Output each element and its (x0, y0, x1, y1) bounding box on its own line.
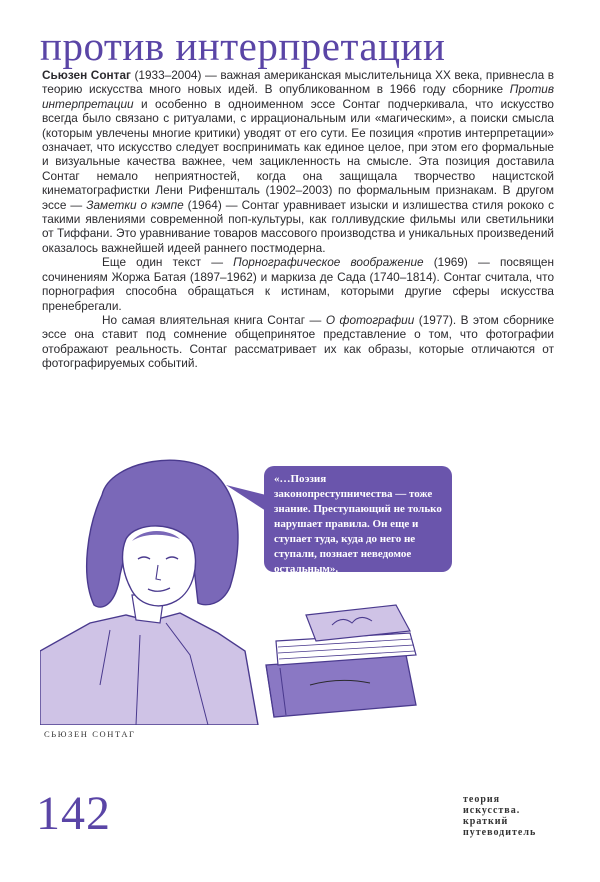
author-name: Сьюзен Сонтаг (42, 68, 131, 82)
paragraph-2: Еще один текст — Порнографическое воображение (1969) — посвящен сочинениям Жоржа Батая (1897–1962) и маркиза де Сада (1740–1814). Сонтаг считала, что порнография способна обращаться к истинам, которыми другие сферы искусства пренебрегали. (42, 255, 554, 313)
book-title-on-photography: О фотографии (325, 312, 415, 327)
page-number: 142 (36, 787, 111, 840)
paragraph-3: Но самая влиятельная книга Сонтаг — О фотографии (1977). В этом сборнике эссе она ставит под сомнение общепринятое представление о том, что фотографии отображают реальность. Сонтаг рассматривает их как образы, которые отличаются от фотографируемых событий. (42, 312, 555, 371)
running-book-title: теория искусства. краткий путеводитель (463, 794, 537, 838)
speech-bubble: «…Поэзия законопреступничества — тоже знание. Преступающий не только нарушает правила. Он еще и ступает туда, куда до него не ступали, познает неведомое остальным». (264, 466, 452, 572)
face (123, 526, 196, 606)
essay-title-notes-on-camp: Заметки о кэмпе (86, 197, 184, 212)
page-title: против интерпретации (40, 23, 446, 69)
paragraph-1: Сьюзен Сонтаг (1933–2004) — важная американская мыслительница XX века, привнесла в теорию искусства много новых идей. В опубликованном в 1966 году сборнике Против интерпретации и особенно в одноименном эссе Сонтаг подчеркивала, что искусство всегда было связано с ритуалами, с иррациональным или «магическим», а поиски смысла (которым увлечены многие критики) уводят от его сути. Ее позиция «против интерпретации» означает, что искусство следует воспринимать как единое целое, при этом его формальные и визуальные качества важнее, чем зацикленность на смысле. Эта позиция доставила Сонтаг немало неприятностей, когда она защищала творчество нацистской кинематографистки Лени Рифеншталь (1902–2003) по формальным признакам. В другом эссе — Заметки о кэмпе (1964) — Сонтаг уравнивает изыски и излишества стиля рококо с такими явлениями современной поп-культуры, как голливудские фильмы или светильники от Тиффани. Это уравнивание товаров массового производства и уникальных произведений оказалось важнейшей идеей раннего постмодерна. (42, 68, 555, 255)
book-title-against-interpretation: Против интерпретации (42, 82, 554, 111)
jacket (40, 613, 258, 725)
essay-title-pornographic-imagination: Порнографическое воображение (233, 255, 424, 270)
illustration-caption: СЬЮЗЕН СОНТАГ (44, 729, 136, 739)
body-text (42, 68, 554, 371)
